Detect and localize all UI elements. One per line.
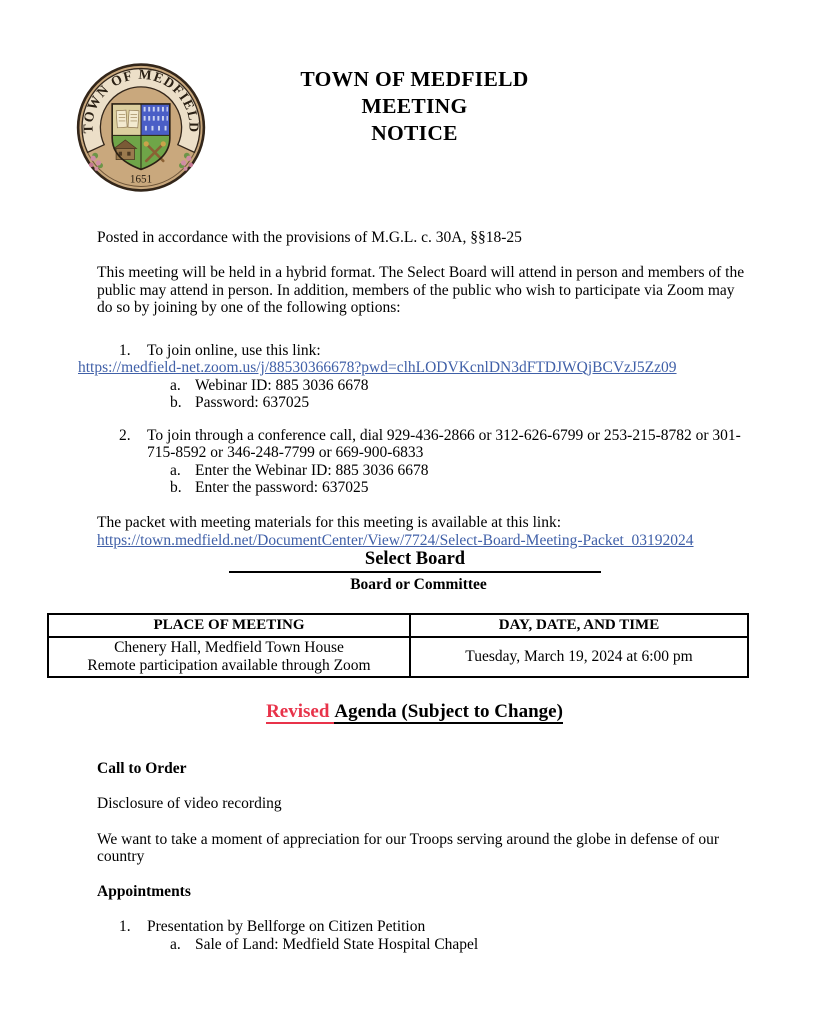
meeting-packet-link[interactable]: https://town.medfield.net/DocumentCenter/View/7724/Select-Board-Meeting-Packet_03192024 <box>97 531 694 549</box>
seal-year: 1651 <box>129 173 153 186</box>
day-date-time-header: DAY, DATE, AND TIME <box>410 614 748 637</box>
place-line-1: Chenery Hall, Medfield Town House <box>114 639 344 656</box>
conference-webinar-id-line <box>97 462 747 480</box>
agenda-revised-flag: Revised <box>266 701 334 724</box>
agenda-heading <box>82 700 747 723</box>
disclosure-line: Disclosure of video recording <box>97 795 282 812</box>
document-title <box>0 66 829 147</box>
table-data-row <box>48 637 748 677</box>
title-line-2: MEETING <box>361 94 468 118</box>
agenda-heading-text: Agenda (Subject to Change) <box>334 700 563 722</box>
join-option-1-text: To join online, use this link: <box>147 341 321 359</box>
day-date-time-cell: Tuesday, March 19, 2024 at 6:00 pm <box>410 637 748 677</box>
appointments-heading: Appointments <box>97 883 191 900</box>
agenda-item-1 <box>97 918 747 936</box>
webinar-id-value: Webinar ID: 885 3036 6678 <box>195 376 369 394</box>
webinar-id-line <box>97 377 747 395</box>
document-body <box>78 229 747 953</box>
list-marker: a. <box>170 461 181 479</box>
list-marker: b. <box>170 394 182 411</box>
posted-statement: Posted in accordance with the provisions of M.G.L. c. 30A, §§18-25 <box>97 229 522 246</box>
conference-password-value: Enter the password: 637025 <box>195 479 369 496</box>
table-header-row <box>48 614 748 637</box>
conference-password-line <box>97 479 747 497</box>
packet-statement: The packet with meeting materials for this meeting is available at this link: <box>97 514 562 531</box>
list-marker: a. <box>170 935 181 953</box>
password-value: Password: 637025 <box>195 394 310 411</box>
call-to-order-heading: Call to Order <box>97 759 187 777</box>
agenda-item-1a <box>97 936 747 954</box>
zoom-link-line <box>78 359 747 377</box>
list-marker: b. <box>170 479 182 496</box>
hybrid-format-paragraph: This meeting will be held in a hybrid format. The Select Board will attend in person and members of the public may attend in person. In addition, members of the public who wish to participate via Zoom may do so by joining by one of the following options: <box>97 264 745 316</box>
zoom-join-link[interactable]: https://medfield-net.zoom.us/j/88530366678?pwd=clhLODVKcnlDN3dFTDJWQjBCVzJ5Zz09 <box>78 359 677 376</box>
agenda-item-1-text: Presentation by Bellforge on Citizen Petition <box>147 918 426 935</box>
list-marker: 1. <box>119 918 131 935</box>
join-option-2 <box>97 427 747 462</box>
list-marker: 2. <box>119 426 131 444</box>
place-line-2: Remote participation available through Zoom <box>87 656 371 674</box>
list-marker: 1. <box>119 341 131 359</box>
join-option-1 <box>97 342 747 360</box>
place-of-meeting-cell <box>48 637 410 677</box>
title-line-3: NOTICE <box>371 121 458 145</box>
troops-appreciation-paragraph: We want to take a moment of appreciation for our Troops serving around the globe in defense of our country <box>97 830 720 865</box>
conference-webinar-id-value: Enter the Webinar ID: 885 3036 6678 <box>195 461 429 479</box>
agenda-item-1a-text: Sale of Land: Medfield State Hospital Chapel <box>195 935 479 953</box>
packet-link-line <box>97 532 747 550</box>
title-line-1: TOWN OF MEDFIELD <box>300 67 529 91</box>
board-or-committee-label: Board or Committee <box>350 576 487 593</box>
board-name: Select Board <box>229 549 601 573</box>
join-option-2-text: To join through a conference call, dial 929-436-2866 or 312-626-6799 or 253-215-8782 or 301-715-8592 or 346-248-7799 or 669-900-6833 <box>147 426 741 461</box>
meeting-info-table <box>47 613 749 678</box>
password-line <box>97 394 747 412</box>
list-marker: a. <box>170 376 181 394</box>
seal-ring-text: TOWN OF MEDFIELD <box>80 66 202 134</box>
place-of-meeting-header: PLACE OF MEETING <box>48 614 410 637</box>
